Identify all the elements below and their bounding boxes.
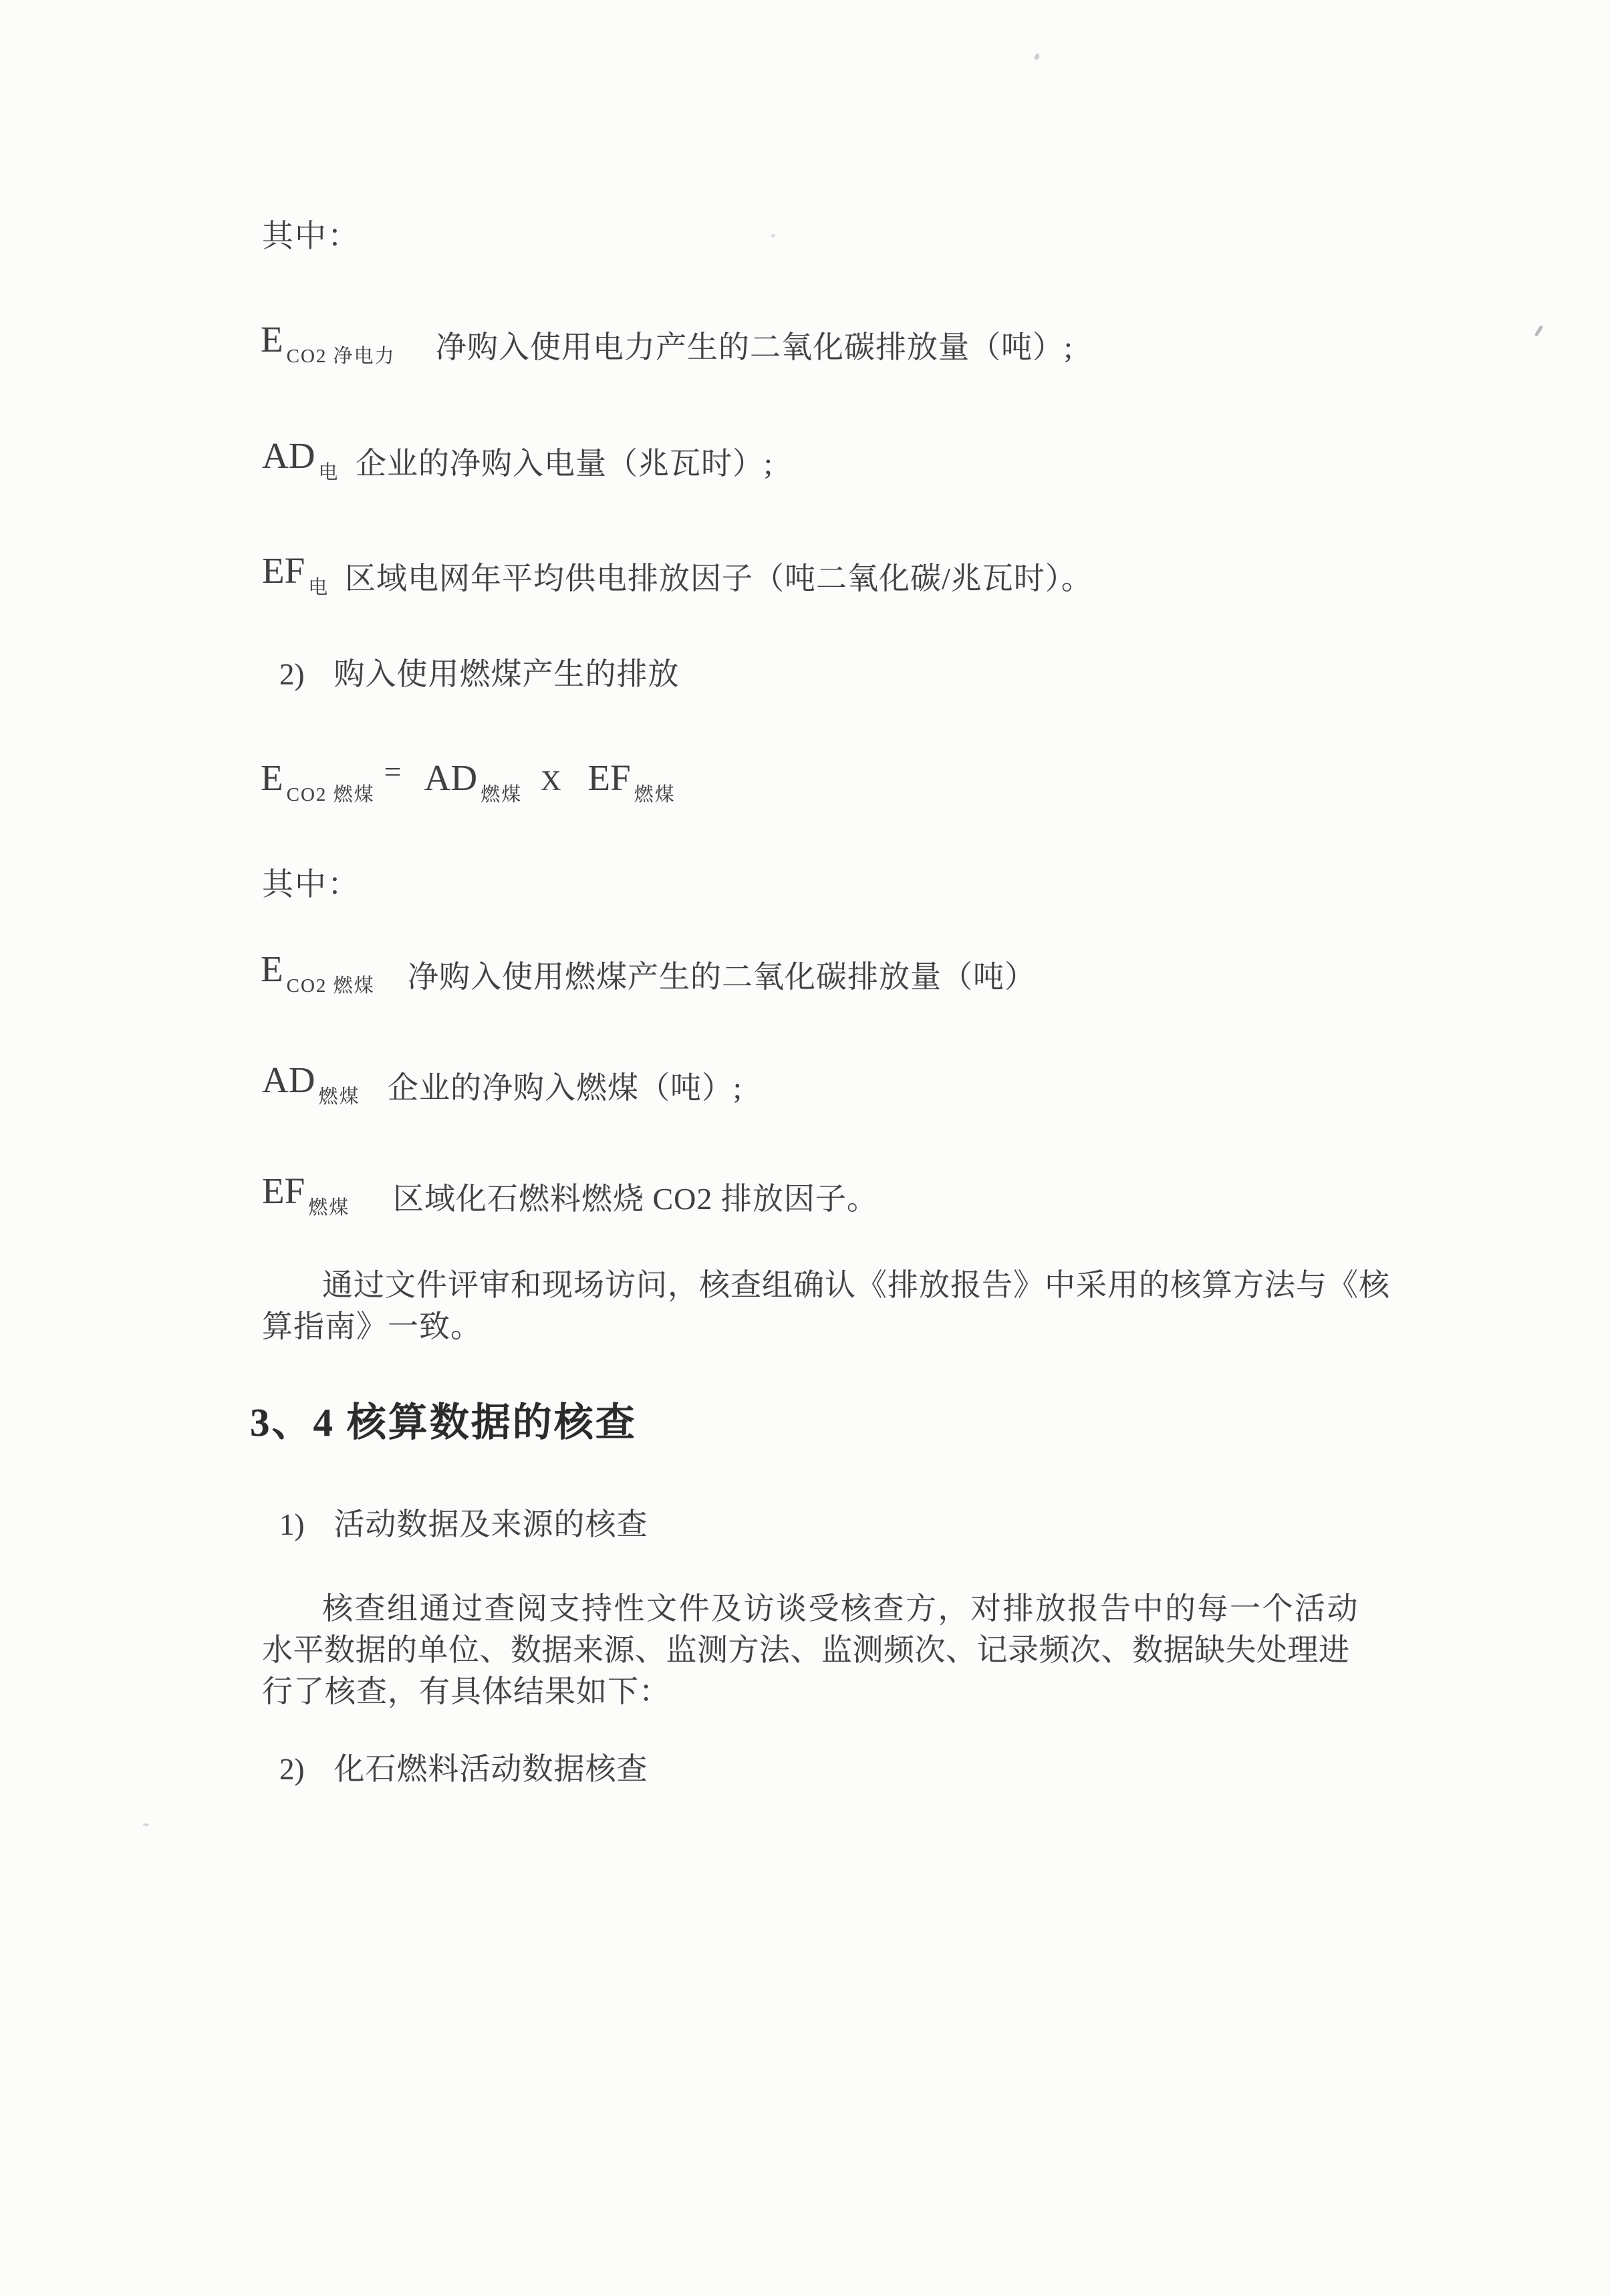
definition-description: 企业的净购入电量（兆瓦时）; <box>356 447 773 481</box>
symbol-subscript: CO2 净电力 <box>286 346 396 367</box>
scan-speck <box>1033 53 1040 61</box>
formula-term2-main: EF <box>587 757 631 798</box>
formula-coal-emission <box>261 755 676 805</box>
symbol-main: AD <box>262 435 315 476</box>
section-heading: 3、4 核算数据的核查 <box>250 1400 637 1444</box>
equals-sign: = <box>384 755 402 789</box>
paragraph-confirmation-line2: 算指南》一致。 <box>262 1309 482 1344</box>
symbol-subscript: 电 <box>308 577 329 598</box>
symbol-ef-electricity <box>262 550 329 598</box>
formula-lhs-main: E <box>261 757 283 798</box>
symbol-ad-electricity <box>262 435 340 483</box>
paragraph-verification-line2: 水平数据的单位、数据来源、监测方法、监测频次、记录频次、数据缺失处理进 <box>262 1633 1350 1667</box>
scan-speck <box>1534 325 1544 337</box>
formula-term1-main: AD <box>424 757 478 798</box>
definition-ef-coal <box>262 1170 878 1230</box>
symbol-main: E <box>261 948 283 989</box>
list-item-number: 1) <box>279 1508 305 1541</box>
list-item-number: 2) <box>279 658 305 691</box>
symbol-main: EF <box>262 1170 305 1211</box>
paragraph-confirmation-line1: 通过文件评审和现场访问，核查组确认《排放报告》中采用的核算方法与《核 <box>322 1268 1390 1302</box>
multiplication-sign: X <box>541 766 561 797</box>
paragraph-verification-line3: 行了核查，有具体结果如下： <box>262 1674 670 1708</box>
definition-e-co2-coal <box>261 948 1036 1008</box>
list-item-number: 2) <box>279 1753 305 1786</box>
formula-term1-subscript: 燃煤 <box>481 784 523 805</box>
where-label-2: 其中： <box>262 868 360 902</box>
formula-lhs-subscript: CO2 燃煤 <box>286 784 375 805</box>
symbol-subscript: 电 <box>318 462 340 483</box>
list-item-coal-emission <box>279 650 680 694</box>
where-label-1: 其中： <box>262 219 360 254</box>
definition-ad-coal <box>262 1059 743 1119</box>
definition-description: 区域电网年平均供电排放因子（吨二氧化碳/兆瓦时）。 <box>345 561 1093 596</box>
definition-description: 净购入使用电力产生的二氧化碳排放量（吨）; <box>436 330 1073 364</box>
symbol-main: E <box>261 319 283 360</box>
definition-e-co2-electricity <box>261 318 1073 378</box>
definition-description: 净购入使用燃煤产生的二氧化碳排放量（吨） <box>408 960 1036 994</box>
formula-term2-subscript: 燃煤 <box>634 784 676 805</box>
definition-ef-electricity <box>262 549 1093 610</box>
scan-speck <box>143 1823 149 1826</box>
symbol-subscript: CO2 燃煤 <box>286 975 375 997</box>
symbol-main: AD <box>262 1059 315 1100</box>
symbol-ad-coal <box>262 1059 360 1108</box>
scan-speck <box>771 234 775 237</box>
definition-description: 区域化石燃料燃烧 CO2 排放因子。 <box>393 1182 878 1216</box>
symbol-main: EF <box>262 550 305 591</box>
definition-ad-electricity <box>262 434 773 495</box>
symbol-e-co2-electricity <box>261 319 396 367</box>
symbol-ef-coal <box>262 1170 350 1219</box>
paragraph-verification-line1: 核查组通过查阅支持性文件及访谈受核查方，对排放报告中的每一个活动 <box>322 1591 1359 1626</box>
symbol-e-co2-coal <box>261 948 375 997</box>
list-item-text: 活动数据及来源的核查 <box>333 1507 648 1541</box>
list-item-text: 购入使用燃煤产生的排放 <box>333 657 680 691</box>
symbol-subscript: 燃煤 <box>308 1197 350 1219</box>
list-item-activity-data <box>279 1500 648 1544</box>
definition-description: 企业的净购入燃煤（吨）; <box>388 1071 743 1105</box>
list-item-text: 化石燃料活动数据核查 <box>333 1752 648 1786</box>
list-item-fossil-fuel-data <box>279 1745 648 1789</box>
symbol-subscript: 燃煤 <box>318 1086 360 1108</box>
